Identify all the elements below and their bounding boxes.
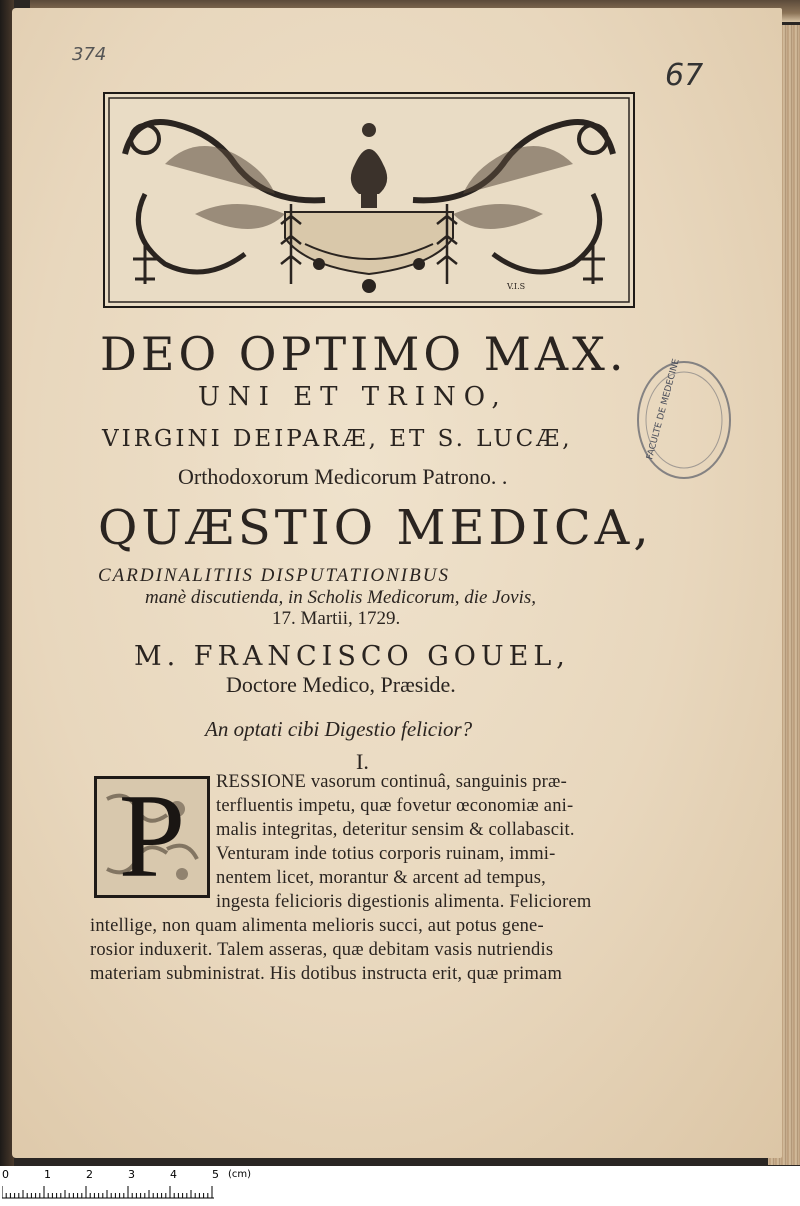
title-line-1: DEO OPTIMO MAX.	[100, 327, 628, 381]
ruler-ticks-icon	[2, 1184, 222, 1200]
body-line-4: Venturam inde totius corporis ruinam, immi-	[216, 844, 556, 864]
folio-number: 67	[665, 58, 704, 93]
question-line: An optati cibi Digestio felicior?	[205, 717, 473, 741]
ruler-label-4: 4	[170, 1168, 177, 1181]
body-line-7: intellige, non quam alimenta melioris succi, aut potus gene-	[90, 916, 544, 936]
stamp-text: FACULTE DE MEDECINE	[645, 357, 682, 461]
president-title: Doctore Medico, Præside.	[226, 672, 456, 697]
ruler-label-3: 3	[128, 1168, 135, 1181]
title-line-4: Orthodoxorum Medicorum Patrono. .	[178, 464, 508, 489]
ruler-label-5: 5	[212, 1168, 219, 1181]
ruler-label-0: 0	[2, 1168, 9, 1181]
president-name: M. FRANCISCO GOUEL,	[134, 641, 570, 672]
ruler-label-1: 1	[44, 1168, 51, 1181]
manuscript-number: 374	[72, 44, 107, 65]
library-stamp	[632, 350, 732, 490]
title-line-3: VIRGINI DEIPARÆ, ET S. LUCÆ,	[102, 426, 573, 452]
dropcap-letter: P	[118, 776, 186, 898]
body-line-1: RESSIONE vasorum continuâ, sanguinis præ-	[216, 772, 567, 792]
subtitle-line-1: CARDINALITIIS DISPUTATIONIBUS	[98, 565, 450, 586]
body-line-8: rosior induxerit. Talem asseras, quæ debitam vasis nutriendis	[90, 940, 554, 960]
subtitle-line-2: manè discutienda, in Scholis Medicorum, die Jovis,	[145, 587, 537, 608]
stamp-seal-icon	[632, 350, 732, 490]
date-line: 17. Martii, 1729.	[272, 608, 401, 629]
ornamental-headpiece	[103, 92, 635, 308]
headpiece-ornament-icon	[105, 94, 633, 306]
ruler-label-2: 2	[86, 1168, 93, 1181]
decorated-initial	[94, 776, 210, 898]
scale-ruler	[0, 1166, 800, 1206]
body-line-2: terfluentis impetu, quæ fovetur œconomiæ ani-	[216, 796, 574, 816]
body-line-5: nentem licet, morantur & arcent ad tempus,	[216, 868, 546, 888]
body-line-9: materiam subministrat. His dotibus instructa erit, quæ primam	[90, 964, 563, 984]
title-line-2: UNI ET TRINO,	[198, 382, 508, 412]
body-line-3: malis integritas, deteritur sensim & collabascit.	[216, 820, 575, 840]
body-line-6: ingesta felicioris digestionis alimenta. Feliciorem	[216, 892, 592, 912]
main-heading: QUÆSTIO MEDICA,	[98, 500, 653, 556]
ruler-unit: (cm)	[228, 1169, 252, 1180]
section-number: I.	[356, 749, 369, 774]
headpiece-engraver-initials: V.I.S	[507, 282, 526, 291]
